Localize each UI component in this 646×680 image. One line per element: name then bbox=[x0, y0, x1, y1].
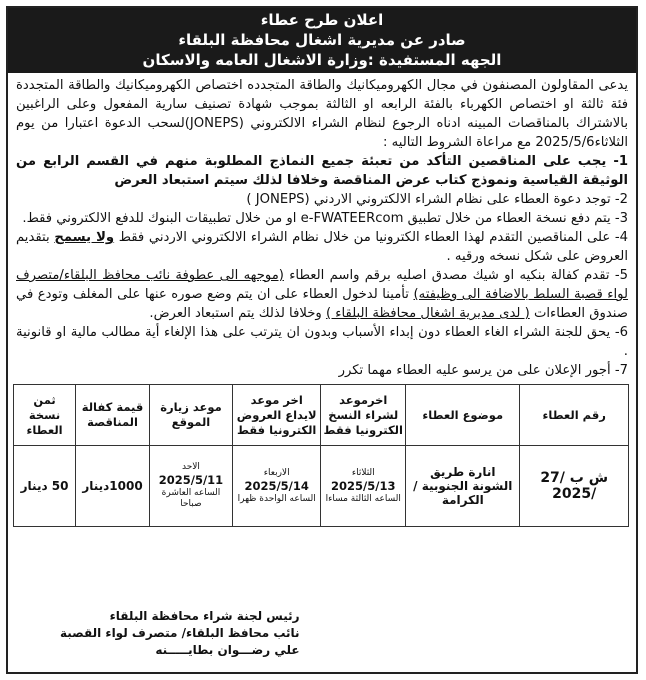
condition-3: 3- يتم دفع نسخة العطاء من خلال تطبيق e-FWATEERcom او من خلال تطبيقات البنوك للدفع الالكتروني فقط. bbox=[22, 211, 628, 226]
signature-title: رئيس لجنة شراء محافظة البلقاء bbox=[109, 609, 300, 623]
condition-5-text-b: تأمينا لدخول العطاء على ان يتم وضع صوره عنها على المغلف وتودع في صندوق العطاءات bbox=[16, 287, 628, 321]
visit-time: الساعه العاشرة صباحا bbox=[161, 488, 221, 509]
announcement-body bbox=[8, 73, 636, 380]
header-last-submit: اخر موعد لايداع العروض الكترونيا فقط bbox=[233, 385, 321, 446]
cell-site-visit bbox=[149, 446, 232, 527]
tender-table bbox=[13, 384, 629, 527]
condition-1: 1- يجب على المناقصين التأكد من تعبئة جميع النماذج المطلوبة منهم في القسم الرابع من الوثيقة القياسية ونموذج كتاب عرض المناقصة وخلافا لذلك سيتم استبعاد العرض bbox=[16, 154, 628, 188]
condition-5-text-c: وخلافا لذلك يتم استبعاد العرض. bbox=[149, 306, 322, 321]
condition-6: 6- يحق للجنة الشراء الغاء العطاء دون إبداء الأسباب وبدون ان يترتب على هذا الإلغاء أية مطالب مالية او قانونية . bbox=[16, 325, 628, 359]
purchase-date: 2025/5/13 bbox=[331, 478, 396, 493]
visit-date: 2025/5/11 bbox=[158, 473, 224, 487]
cell-last-purchase bbox=[321, 446, 406, 527]
table-row bbox=[14, 446, 629, 527]
header-site-visit: موعد زيارة الموقع bbox=[149, 385, 232, 446]
header-subject: موضوع العطاء bbox=[406, 385, 520, 446]
submit-time: الساعه الواحدة ظهرا bbox=[237, 493, 316, 504]
condition-7: 7- أجور الإعلان على من يرسو عليه العطاء مهما تكرر bbox=[338, 363, 628, 378]
table-header-row bbox=[14, 385, 629, 446]
condition-5-text-a: 5- تقدم كفالة بنكيه او شيك مصدق اصليه برقم واسم العطاء bbox=[289, 268, 628, 283]
beneficiary-line: الجهه المستفيدة :وزارة الاشغال العامه والاسكان bbox=[142, 51, 502, 69]
announcement-header bbox=[8, 8, 636, 73]
purchase-time: الساعه الثالثة مساءا bbox=[325, 493, 401, 504]
submit-date: 2025/5/14 bbox=[244, 478, 309, 493]
condition-2: 2- توجد دعوة العطاء على نظام الشراء الالكتروني الاردني (JONEPS ) bbox=[246, 192, 628, 207]
signature-block bbox=[60, 608, 300, 659]
condition-5-underlined-2: ( لدى مديرية اشغال محافظة البلقاء ) bbox=[325, 306, 530, 321]
announcement-frame bbox=[6, 6, 638, 674]
header-guarantee: قيمة كفالة المناقصة bbox=[76, 385, 150, 446]
signature-name: علي رضـــوان بطايـــــنه bbox=[155, 643, 300, 657]
cell-subject: انارة طريق الشونة الجنوبية /الكرامة bbox=[406, 446, 520, 527]
header-price: ثمن نسخة العطاء bbox=[14, 385, 76, 446]
header-last-purchase: اخرموعد لشراء النسخ الكترونيا فقط bbox=[321, 385, 406, 446]
condition-4-underlined: ولا يسمح bbox=[54, 230, 115, 245]
signature-position: نائب محافظ البلقاء/ متصرف لواء القصبة bbox=[60, 626, 300, 640]
issuer-line: صادر عن مديرية اشغال محافظة البلقاء bbox=[178, 31, 466, 49]
cell-guarantee: 1000دينار bbox=[76, 446, 150, 527]
cell-number: ش ب /27 /2025 bbox=[520, 446, 629, 527]
condition-4 bbox=[16, 228, 628, 266]
submit-day: الاربعاء bbox=[263, 467, 290, 478]
cell-price: 50 دينار bbox=[14, 446, 76, 527]
condition-5 bbox=[16, 266, 628, 323]
purchase-day: الثلاثاء bbox=[351, 467, 375, 478]
cell-last-submit bbox=[233, 446, 321, 527]
announcement-title: اعلان طرح عطاء bbox=[260, 11, 384, 29]
condition-4-text-b: بتقديم العروض على شكل نسخه ورقيه . bbox=[16, 230, 628, 264]
condition-5-underlined-1: (موجهه الى عطوفة نائب محافظ البلقاء/متصرف لواء قصبة السلط بالاضافة الى وظيفته) bbox=[16, 268, 629, 302]
header-number: رقم العطاء bbox=[520, 385, 629, 446]
intro-paragraph: يدعى المقاولون المصنفون في مجال الكهروميكانيك والطاقة المتجدده اختصاص الكهروميكانيك والطاقة المتجددة فئة ثالثة او اختصاص الكهرباء بالفئة الرابعه او الثالثة بموجب شهادة تصنيف سارية المفعول وعلى الراغبين بالاشتراك بالمناقصات المبينه ادناه الرجوع لنظام الشراء الالكتروني (JONEPS)لسحب الدعوة اعتبارا من يوم الثلاثاء2025/5/6 مع مراعاة الشروط التاليه : bbox=[16, 78, 628, 150]
visit-day: الاحد bbox=[182, 462, 200, 472]
condition-4-text-a: 4- على المناقصين التقدم لهذا العطاء الكترونيا من خلال نظام الشراء الالكتروني الاردني فقط bbox=[118, 230, 628, 245]
